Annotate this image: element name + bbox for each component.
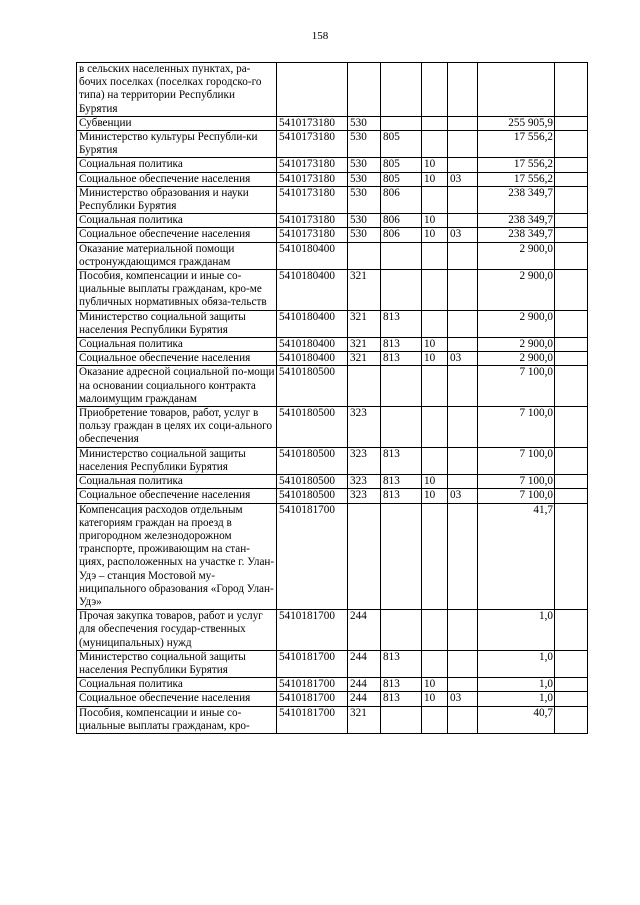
row-name-cell: в сельских населенных пунктах, ра-бочих поселках (поселках городско-го типа) на территории Республики Бурятия	[77, 63, 277, 117]
row-subsection-cell	[448, 366, 478, 407]
row-name-cell: Социальное обеспечение населения	[77, 692, 277, 706]
row-expense-type-cell: 323	[348, 447, 381, 474]
row-expense-type-cell: 321	[348, 352, 381, 366]
row-amount-cell: 2 900,0	[478, 270, 555, 311]
table-row	[77, 63, 588, 117]
row-subsection-cell	[448, 158, 478, 172]
table-row	[77, 228, 588, 242]
row-empty-cell	[555, 228, 588, 242]
row-ministry-code-cell	[381, 63, 422, 117]
row-section-cell: 10	[422, 228, 448, 242]
row-empty-cell	[555, 310, 588, 337]
row-subsection-cell: 03	[448, 489, 478, 503]
row-name-cell: Прочая закупка товаров, работ и услуг для обеспечения государ-ственных (муниципальных) нужд	[77, 610, 277, 651]
row-section-cell	[422, 366, 448, 407]
row-empty-cell	[555, 158, 588, 172]
row-subsection-cell	[448, 310, 478, 337]
row-section-cell: 10	[422, 158, 448, 172]
row-section-cell: 10	[422, 489, 448, 503]
budget-table	[76, 62, 588, 734]
row-section-cell	[422, 706, 448, 733]
table-body	[77, 63, 588, 734]
row-ministry-code-cell: 813	[381, 352, 422, 366]
row-amount-cell: 17 556,2	[478, 172, 555, 186]
row-amount-cell: 2 900,0	[478, 242, 555, 269]
row-empty-cell	[555, 242, 588, 269]
row-section-cell: 10	[422, 678, 448, 692]
table-row	[77, 158, 588, 172]
row-expense-type-cell: 323	[348, 475, 381, 489]
row-ministry-code-cell	[381, 242, 422, 269]
table-row	[77, 489, 588, 503]
row-target-code-cell: 5410173180	[277, 186, 348, 213]
row-ministry-code-cell: 813	[381, 475, 422, 489]
table-row	[77, 116, 588, 130]
row-subsection-cell	[448, 214, 478, 228]
row-target-code-cell: 5410180400	[277, 242, 348, 269]
row-ministry-code-cell: 813	[381, 310, 422, 337]
row-name-cell: Приобретение товаров, работ, услуг в пользу граждан в целях их соци-ального обеспечения	[77, 407, 277, 448]
row-name-cell: Компенсация расходов отдельным категориям граждан на проезд в пригородном железнодорожном транспорте, проживающим на стан-циях, расположенных на участке г. Улан-Удэ – станция Мостовой му-ниципального образования «Город Улан-Удэ»	[77, 503, 277, 610]
table-row	[77, 650, 588, 677]
row-name-cell: Социальная политика	[77, 214, 277, 228]
row-target-code-cell: 5410180500	[277, 407, 348, 448]
row-expense-type-cell	[348, 242, 381, 269]
row-amount-cell: 1,0	[478, 610, 555, 651]
row-expense-type-cell: 244	[348, 692, 381, 706]
row-name-cell: Министерство образования и науки Республики Бурятия	[77, 186, 277, 213]
table-row	[77, 678, 588, 692]
row-expense-type-cell: 323	[348, 407, 381, 448]
row-empty-cell	[555, 186, 588, 213]
table-row	[77, 338, 588, 352]
row-empty-cell	[555, 503, 588, 610]
row-subsection-cell: 03	[448, 692, 478, 706]
row-amount-cell: 40,7	[478, 706, 555, 733]
row-ministry-code-cell	[381, 706, 422, 733]
row-ministry-code-cell: 813	[381, 447, 422, 474]
table-row	[77, 447, 588, 474]
row-amount-cell: 17 556,2	[478, 158, 555, 172]
table-row	[77, 407, 588, 448]
row-amount-cell: 1,0	[478, 678, 555, 692]
row-subsection-cell	[448, 186, 478, 213]
table-row	[77, 214, 588, 228]
row-empty-cell	[555, 489, 588, 503]
row-ministry-code-cell: 805	[381, 131, 422, 158]
row-ministry-code-cell	[381, 116, 422, 130]
row-name-cell: Социальная политика	[77, 475, 277, 489]
row-target-code-cell: 5410180500	[277, 366, 348, 407]
row-empty-cell	[555, 352, 588, 366]
row-expense-type-cell	[348, 366, 381, 407]
row-expense-type-cell: 530	[348, 186, 381, 213]
row-target-code-cell: 5410173180	[277, 228, 348, 242]
row-section-cell	[422, 270, 448, 311]
table-row	[77, 186, 588, 213]
row-empty-cell	[555, 650, 588, 677]
row-ministry-code-cell: 813	[381, 650, 422, 677]
row-name-cell: Социальное обеспечение населения	[77, 489, 277, 503]
row-subsection-cell	[448, 503, 478, 610]
table-row	[77, 172, 588, 186]
row-empty-cell	[555, 338, 588, 352]
row-target-code-cell: 5410180400	[277, 270, 348, 311]
row-amount-cell: 2 900,0	[478, 310, 555, 337]
row-expense-type-cell: 244	[348, 650, 381, 677]
row-amount-cell: 1,0	[478, 692, 555, 706]
row-name-cell: Пособия, компенсации и иные со-циальные выплаты гражданам, кро-	[77, 706, 277, 733]
row-section-cell	[422, 650, 448, 677]
row-target-code-cell: 5410173180	[277, 158, 348, 172]
row-target-code-cell: 5410173180	[277, 172, 348, 186]
row-expense-type-cell: 244	[348, 678, 381, 692]
row-subsection-cell	[448, 131, 478, 158]
row-name-cell: Оказание материальной помощи остронуждающимся гражданам	[77, 242, 277, 269]
row-target-code-cell: 5410180500	[277, 447, 348, 474]
row-section-cell	[422, 131, 448, 158]
row-section-cell: 10	[422, 352, 448, 366]
row-amount-cell: 17 556,2	[478, 131, 555, 158]
row-section-cell	[422, 503, 448, 610]
row-expense-type-cell: 321	[348, 338, 381, 352]
row-target-code-cell: 5410181700	[277, 650, 348, 677]
row-empty-cell	[555, 366, 588, 407]
table-row	[77, 503, 588, 610]
row-ministry-code-cell	[381, 366, 422, 407]
row-target-code-cell: 5410180500	[277, 489, 348, 503]
row-ministry-code-cell: 805	[381, 172, 422, 186]
row-name-cell: Министерство социальной защиты населения Республики Бурятия	[77, 447, 277, 474]
row-ministry-code-cell: 813	[381, 338, 422, 352]
row-target-code-cell: 5410181700	[277, 678, 348, 692]
row-ministry-code-cell: 813	[381, 678, 422, 692]
row-empty-cell	[555, 172, 588, 186]
row-amount-cell: 7 100,0	[478, 407, 555, 448]
table-row	[77, 692, 588, 706]
row-amount-cell: 255 905,9	[478, 116, 555, 130]
row-subsection-cell	[448, 610, 478, 651]
row-empty-cell	[555, 692, 588, 706]
row-ministry-code-cell	[381, 407, 422, 448]
row-name-cell: Министерство социальной защиты населения Республики Бурятия	[77, 310, 277, 337]
row-target-code-cell	[277, 63, 348, 117]
row-section-cell	[422, 610, 448, 651]
row-target-code-cell: 5410181700	[277, 503, 348, 610]
row-ministry-code-cell	[381, 503, 422, 610]
row-subsection-cell	[448, 678, 478, 692]
row-amount-cell: 1,0	[478, 650, 555, 677]
row-expense-type-cell: 530	[348, 172, 381, 186]
row-section-cell: 10	[422, 214, 448, 228]
row-subsection-cell	[448, 706, 478, 733]
row-section-cell	[422, 447, 448, 474]
row-amount-cell: 238 349,7	[478, 186, 555, 213]
row-expense-type-cell: 530	[348, 214, 381, 228]
row-ministry-code-cell: 813	[381, 692, 422, 706]
row-subsection-cell	[448, 650, 478, 677]
row-target-code-cell: 5410181700	[277, 610, 348, 651]
row-subsection-cell	[448, 270, 478, 311]
row-name-cell: Министерство социальной защиты населения Республики Бурятия	[77, 650, 277, 677]
row-empty-cell	[555, 407, 588, 448]
row-section-cell	[422, 186, 448, 213]
row-subsection-cell	[448, 447, 478, 474]
row-subsection-cell	[448, 116, 478, 130]
row-amount-cell: 7 100,0	[478, 447, 555, 474]
row-expense-type-cell: 530	[348, 158, 381, 172]
row-target-code-cell: 5410181700	[277, 706, 348, 733]
row-name-cell: Социальное обеспечение населения	[77, 172, 277, 186]
row-name-cell: Социальная политика	[77, 678, 277, 692]
row-ministry-code-cell	[381, 270, 422, 311]
row-expense-type-cell: 530	[348, 116, 381, 130]
row-ministry-code-cell: 806	[381, 214, 422, 228]
row-empty-cell	[555, 214, 588, 228]
row-expense-type-cell: 321	[348, 310, 381, 337]
row-subsection-cell	[448, 242, 478, 269]
row-expense-type-cell: 530	[348, 131, 381, 158]
row-amount-cell: 7 100,0	[478, 489, 555, 503]
row-subsection-cell: 03	[448, 172, 478, 186]
table-row	[77, 310, 588, 337]
row-section-cell	[422, 407, 448, 448]
row-empty-cell	[555, 63, 588, 117]
row-subsection-cell: 03	[448, 228, 478, 242]
row-empty-cell	[555, 706, 588, 733]
row-empty-cell	[555, 116, 588, 130]
row-amount-cell: 7 100,0	[478, 366, 555, 407]
row-section-cell: 10	[422, 338, 448, 352]
table-row	[77, 366, 588, 407]
row-amount-cell: 41,7	[478, 503, 555, 610]
row-name-cell: Пособия, компенсации и иные со-циальные выплаты гражданам, кро-ме публичных нормативных обяза-тельств	[77, 270, 277, 311]
row-ministry-code-cell: 813	[381, 489, 422, 503]
row-name-cell: Социальное обеспечение населения	[77, 228, 277, 242]
row-name-cell: Социальное обеспечение населения	[77, 352, 277, 366]
row-subsection-cell	[448, 475, 478, 489]
row-ministry-code-cell: 806	[381, 228, 422, 242]
row-target-code-cell: 5410173180	[277, 116, 348, 130]
table-row	[77, 270, 588, 311]
row-ministry-code-cell: 805	[381, 158, 422, 172]
table-row	[77, 352, 588, 366]
row-expense-type-cell: 530	[348, 228, 381, 242]
row-section-cell: 10	[422, 172, 448, 186]
row-amount-cell	[478, 63, 555, 117]
row-section-cell: 10	[422, 692, 448, 706]
page-number: 158	[311, 30, 329, 42]
row-name-cell: Субвенции	[77, 116, 277, 130]
row-expense-type-cell: 244	[348, 610, 381, 651]
row-name-cell: Оказание адресной социальной по-мощи на основании социального контракта малоимущим гражданам	[77, 366, 277, 407]
row-empty-cell	[555, 610, 588, 651]
row-target-code-cell: 5410180400	[277, 352, 348, 366]
row-name-cell: Социальная политика	[77, 158, 277, 172]
row-empty-cell	[555, 131, 588, 158]
row-subsection-cell	[448, 63, 478, 117]
row-amount-cell: 2 900,0	[478, 352, 555, 366]
row-target-code-cell: 5410180400	[277, 338, 348, 352]
row-amount-cell: 2 900,0	[478, 338, 555, 352]
row-section-cell	[422, 116, 448, 130]
row-expense-type-cell: 321	[348, 270, 381, 311]
table-row	[77, 706, 588, 733]
row-empty-cell	[555, 447, 588, 474]
row-subsection-cell: 03	[448, 352, 478, 366]
row-subsection-cell	[448, 407, 478, 448]
row-amount-cell: 7 100,0	[478, 475, 555, 489]
table-row	[77, 475, 588, 489]
row-amount-cell: 238 349,7	[478, 214, 555, 228]
row-expense-type-cell: 321	[348, 706, 381, 733]
row-subsection-cell	[448, 338, 478, 352]
row-amount-cell: 238 349,7	[478, 228, 555, 242]
row-target-code-cell: 5410173180	[277, 214, 348, 228]
row-empty-cell	[555, 270, 588, 311]
row-target-code-cell: 5410181700	[277, 692, 348, 706]
table-row	[77, 131, 588, 158]
row-target-code-cell: 5410180500	[277, 475, 348, 489]
row-target-code-cell: 5410173180	[277, 131, 348, 158]
row-name-cell: Социальная политика	[77, 338, 277, 352]
row-ministry-code-cell: 806	[381, 186, 422, 213]
row-section-cell: 10	[422, 475, 448, 489]
row-empty-cell	[555, 678, 588, 692]
row-target-code-cell: 5410180400	[277, 310, 348, 337]
row-section-cell	[422, 310, 448, 337]
row-section-cell	[422, 242, 448, 269]
row-expense-type-cell: 323	[348, 489, 381, 503]
row-expense-type-cell	[348, 63, 381, 117]
row-empty-cell	[555, 475, 588, 489]
table-row	[77, 242, 588, 269]
row-section-cell	[422, 63, 448, 117]
row-name-cell: Министерство культуры Республи-ки Бурятия	[77, 131, 277, 158]
table-row	[77, 610, 588, 651]
row-ministry-code-cell	[381, 610, 422, 651]
row-expense-type-cell	[348, 503, 381, 610]
